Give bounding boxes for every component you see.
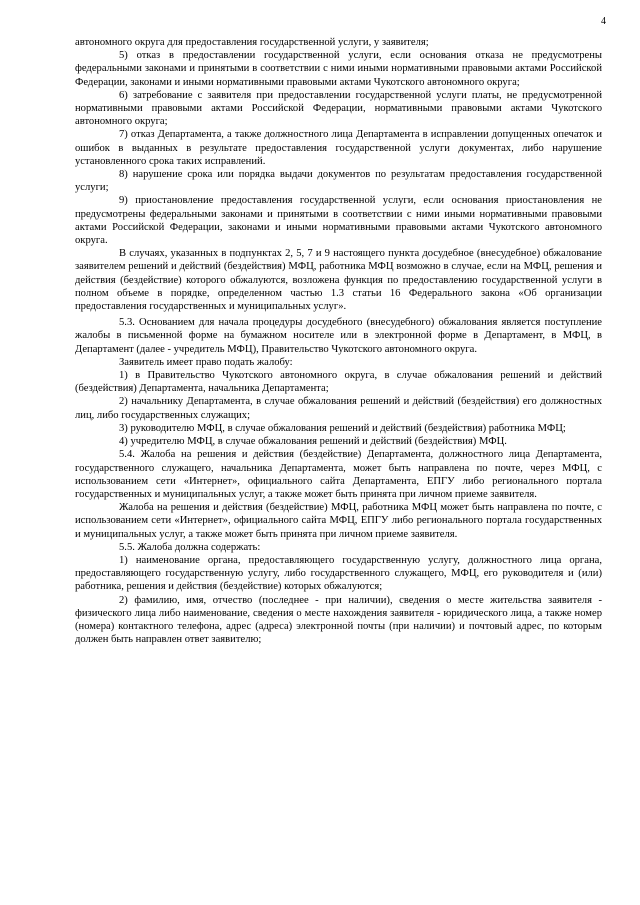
paragraph-mfc-complaint: Жалоба на решения и действия (бездействие) МФЦ, работника МФЦ может быть направлена по почте, с использованием сети «Интернет», официального сайта МФЦ, ЕПГУ либо регионального портала государственных и муниципальных услуг, а также может быть принята при личном приеме заявителя.	[75, 502, 602, 540]
paragraph-mfc-cases: В случаях, указанных в подпунктах 2, 5, 7 и 9 настоящего пункта досудебное (внесудебное) обжалование заявителем решений и действий (бездействия) МФЦ, работника МФЦ возможно в случае, если на МФЦ, решения и действия (бездействие) которого обжалуются, возложена функция по предоставлению государственной услуги в полном объеме в порядке, определенном частью 1.3 статьи 16 Федерального закона «Об организации предоставления государственных и муниципальных услуг».	[75, 248, 602, 313]
paragraph-content-2: 2) фамилию, имя, отчество (последнее - при наличии), сведения о месте жительства заявителя - физического лица либо наименование, сведения о месте нахождения заявителя - юридического лица, а также номер (номера) контактного телефона, адрес (адреса) электронной почты (при наличии) и почтовый адрес, по которым должен быть направлен ответ заявителю;	[75, 594, 602, 646]
paragraph-continuation: автономного округа для предоставления государственной услуги, у заявителя;	[75, 37, 429, 48]
page-number: 4	[601, 16, 606, 27]
paragraph-item-7: 7) отказ Департамента, а также должностного лица Департамента в исправлении допущенных опечаток и ошибок в выданных в результате предоставления государственной услуги документах, либо нарушение установленного срока таких исправлений.	[75, 129, 602, 167]
paragraph-5-4: 5.4. Жалоба на решения и действия (бездействие) Департамента, должностного лица Департамента, государственного служащего, начальника Департамента, может быть направлена по почте, через МФЦ, с использованием сети «Интернет», официального сайта Департамента, ЕПГУ либо регионального портала государственных и муниципальных услуг, а также может быть принята при личном приеме заявителя.	[75, 449, 602, 500]
paragraph-content-1: 1) наименование органа, предоставляющего государственную услугу, должностного лица органа, предоставляющего государственную услугу, либо государственного служащего, МФЦ, его руководителя и (или) работника, решения и действия (бездействие) которых обжалуются;	[75, 554, 602, 593]
paragraph-5-3: 5.3. Основанием для начала процедуры досудебного (внесудебного) обжалования является поступление жалобы в письменной форме на бумажном носителе или в электронной форме в Департамент, в МФЦ, в Департамент (далее - учредитель МФЦ), Правительство Чукотского автономного округа.	[75, 317, 602, 355]
paragraph-item-6: 6) затребование с заявителя при предоставлении государственной услуги платы, не предусмотренной нормативными правовыми актами Российской Федерации, нормативными правовыми актами Чукотского автономного округа;	[75, 89, 602, 128]
paragraph-complaint-right: Заявитель имеет право подать жалобу:	[119, 356, 293, 368]
paragraph-complaint-3: 3) руководителю МФЦ, в случае обжалования решений и действий (бездействия) работника МФЦ;	[119, 422, 566, 434]
paragraph-item-5: 5) отказ в предоставлении государственной услуги, если основания отказа не предусмотрены федеральными законами и принятыми в соответствии с ними иными нормативными правовыми актами Российской Федерации, законами и иными нормативными правовыми актами Чукотского автономного округа;	[75, 50, 602, 88]
document-body	[75, 36, 602, 646]
paragraph-complaint-2: 2) начальнику Департамента, в случае обжалования решений и действий (бездействия) его должностных лиц, либо государственных служащих;	[75, 396, 602, 421]
paragraph-item-9: 9) приостановление предоставления государственной услуги, если основания приостановления не предусмотрены федеральными законами и принятыми в соответствии с ними иными нормативными правовыми актами Российской Федерации, законами и иными нормативными правовыми актами Чукотского автономного округа.	[75, 195, 602, 247]
paragraph-complaint-1: 1) в Правительство Чукотского автономного округа, в случае обжалования решений и действий (бездействия) Департамента, начальника Департамента;	[75, 370, 602, 395]
paragraph-complaint-4: 4) учредителю МФЦ, в случае обжалования решений и действий (бездействия) МФЦ.	[119, 436, 507, 448]
paragraph-item-8: 8) нарушение срока или порядка выдачи документов по результатам предоставления государственной услуги;	[75, 169, 602, 194]
paragraph-5-5: 5.5. Жалоба должна содержать:	[119, 541, 261, 553]
